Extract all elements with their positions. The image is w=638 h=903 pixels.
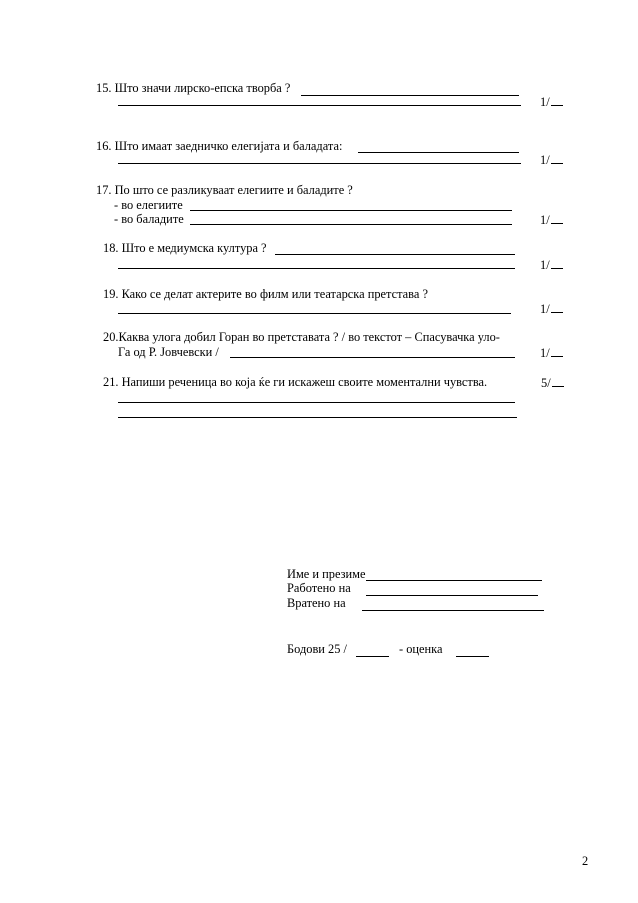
answer-line[interactable]: [190, 210, 512, 211]
question-19: 19. Како се делат актерите во филм или театарска претстава ?: [103, 287, 428, 301]
question-21: 21. Напиши реченица во која ќе ги искажеш своите моментални чувства.: [103, 375, 488, 389]
question-17: 17. По што се разликуваат елегиите и баладите ?: [96, 183, 353, 197]
answer-line[interactable]: [118, 402, 515, 403]
student-name-field[interactable]: [366, 580, 542, 581]
points-label: Бодови 25 /: [287, 642, 347, 656]
question-17-elegies: - во елегиите: [114, 198, 183, 212]
question-20-continued: Га од Р. Јовчевски /: [118, 345, 219, 359]
page-number: 2: [582, 854, 589, 868]
worked-on-label: Работено на: [287, 581, 351, 595]
points-field[interactable]: [356, 656, 389, 657]
answer-line[interactable]: [118, 268, 515, 269]
returned-on-label: Вратено на: [287, 596, 346, 610]
worked-on-field[interactable]: [366, 595, 538, 596]
answer-line[interactable]: [118, 417, 517, 418]
score-20: 1/: [540, 346, 563, 359]
score-15: 1/: [540, 95, 563, 108]
answer-line[interactable]: [358, 152, 519, 153]
grade-field[interactable]: [456, 656, 489, 657]
student-name-label: Име и презиме: [287, 567, 366, 581]
returned-on-field[interactable]: [362, 610, 544, 611]
answer-line[interactable]: [118, 163, 521, 164]
question-16: 16. Што имаат заедничко елегијата и баладата:: [96, 139, 343, 153]
answer-line[interactable]: [230, 357, 515, 358]
answer-line[interactable]: [275, 254, 515, 255]
question-20: 20.Каква улога добил Горан во претставата ? / во текстот – Спасувачка уло-: [103, 330, 500, 344]
answer-line[interactable]: [118, 313, 511, 314]
score-19: 1/: [540, 302, 563, 315]
answer-line[interactable]: [190, 224, 512, 225]
score-18: 1/: [540, 258, 563, 271]
question-17-ballads: - во баладите: [114, 212, 184, 226]
answer-line[interactable]: [301, 95, 519, 96]
score-17: 1/: [540, 213, 563, 226]
grade-label: - оценка: [399, 642, 443, 656]
question-15: 15. Што значи лирско-епска творба ?: [96, 81, 291, 95]
answer-line[interactable]: [118, 105, 521, 106]
score-16: 1/: [540, 153, 563, 166]
question-18: 18. Што е медиумска култура ?: [103, 241, 267, 255]
score-21: 5/: [541, 376, 564, 389]
